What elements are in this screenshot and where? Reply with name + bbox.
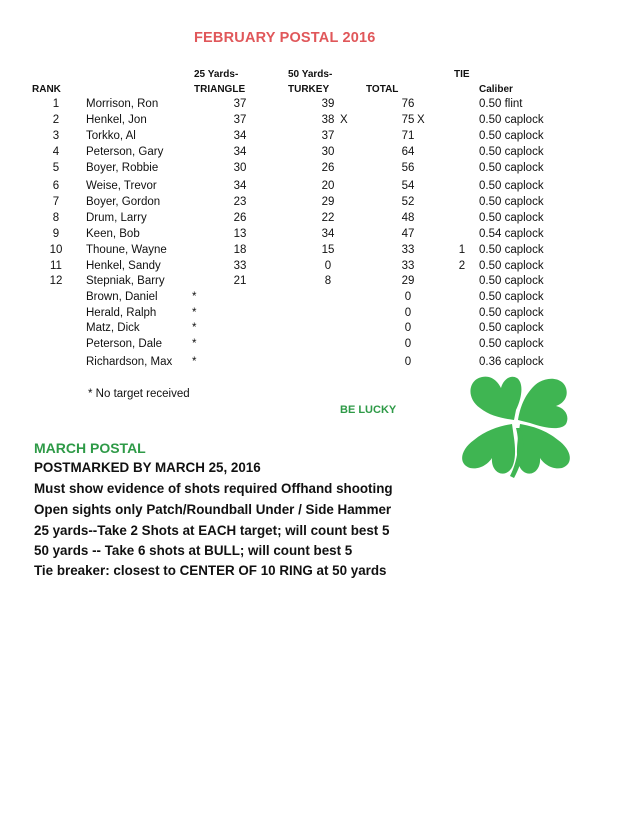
caliber-cell: 0.50 flint (479, 98, 523, 110)
caliber-cell: 0.36 caplock (479, 356, 544, 368)
name-cell: Weise, Trevor (86, 180, 157, 192)
table-row (0, 291, 638, 307)
table-row (0, 338, 638, 354)
caliber-cell: 0.50 caplock (479, 322, 544, 334)
score-50-yards: 8 (324, 275, 332, 287)
four-leaf-clover-icon (446, 368, 586, 480)
header-50-yards: 50 Yards- (288, 69, 333, 80)
score-50-yards: 0 (324, 260, 332, 272)
march-postal-line: POSTMARKED BY MARCH 25, 2016 (34, 460, 261, 475)
total-cell: 54 (401, 180, 415, 192)
table-row (0, 196, 638, 212)
score-50-yards: 34 (321, 228, 335, 240)
march-postal-line: 25 yards--Take 2 Shots at EACH target; will count best 5 (34, 523, 390, 538)
no-target-mark: * (192, 307, 197, 319)
header-caliber: Caliber (479, 84, 513, 95)
score-25-yards: 13 (233, 228, 247, 240)
no-target-mark: * (192, 291, 197, 303)
score-50-yards: 38 (321, 114, 335, 126)
name-cell: Peterson, Dale (86, 338, 163, 350)
header-turkey: TURKEY (288, 84, 330, 95)
rank-cell: 5 (52, 162, 60, 174)
table-row (0, 275, 638, 291)
page-title: FEBRUARY POSTAL 2016 (194, 30, 376, 46)
march-postal-line: Open sights only Patch/Roundball Under / Side Hammer (34, 502, 392, 517)
header-triangle: TRIANGLE (194, 84, 246, 95)
name-cell: Herald, Ralph (86, 307, 157, 319)
rank-cell: 9 (52, 228, 60, 240)
score-25-yards: 34 (233, 130, 247, 142)
name-cell: Boyer, Gordon (86, 196, 161, 208)
score-50-yards: 37 (321, 130, 335, 142)
caliber-cell: 0.50 caplock (479, 212, 544, 224)
name-cell: Stepniak, Barry (86, 275, 165, 287)
name-cell: Keen, Bob (86, 228, 140, 240)
caliber-cell: 0.50 caplock (479, 244, 544, 256)
total-cell: 0 (404, 291, 412, 303)
score-25-yards: 21 (233, 275, 247, 287)
header-tie: TIE (454, 69, 470, 80)
name-cell: Boyer, Robbie (86, 162, 159, 174)
caliber-cell: 0.50 caplock (479, 291, 544, 303)
table-row (0, 130, 638, 146)
name-cell: Henkel, Sandy (86, 260, 161, 272)
rank-cell: 12 (49, 275, 63, 287)
total-cell: 0 (404, 338, 412, 350)
caliber-cell: 0.50 caplock (479, 114, 544, 126)
caliber-cell: 0.50 caplock (479, 162, 544, 174)
caliber-cell: 0.50 caplock (479, 180, 544, 192)
score-25-yards: 18 (233, 244, 247, 256)
table-row (0, 260, 638, 276)
caliber-cell: 0.50 caplock (479, 260, 544, 272)
name-cell: Peterson, Gary (86, 146, 164, 158)
score-25-yards: 37 (233, 114, 247, 126)
x-mark-50-yards: X (340, 114, 348, 126)
table-row (0, 114, 638, 130)
caliber-cell: 0.54 caplock (479, 228, 544, 240)
header-rank: RANK (32, 84, 61, 95)
caliber-cell: 0.50 caplock (479, 146, 544, 158)
total-cell: 64 (401, 146, 415, 158)
x-mark-total: X (417, 114, 425, 126)
march-postal-line: Must show evidence of shots required Offhand shooting (34, 481, 393, 496)
table-row (0, 98, 638, 114)
table-row (0, 228, 638, 244)
score-25-yards: 23 (233, 196, 247, 208)
total-cell: 29 (401, 275, 415, 287)
score-50-yards: 22 (321, 212, 335, 224)
rank-cell: 7 (52, 196, 60, 208)
name-cell: Thoune, Wayne (86, 244, 167, 256)
rank-cell: 6 (52, 180, 60, 192)
no-target-note: * No target received (88, 388, 190, 400)
rank-cell: 3 (52, 130, 60, 142)
rank-cell: 10 (49, 244, 63, 256)
name-cell: Morrison, Ron (86, 98, 159, 110)
name-cell: Richardson, Max (86, 356, 173, 368)
no-target-mark: * (192, 356, 197, 368)
total-cell: 47 (401, 228, 415, 240)
name-cell: Brown, Daniel (86, 291, 158, 303)
score-25-yards: 34 (233, 146, 247, 158)
march-postal-line: Tie breaker: closest to CENTER OF 10 RING at 50 yards (34, 563, 387, 578)
total-cell: 0 (404, 356, 412, 368)
score-25-yards: 30 (233, 162, 247, 174)
march-postal-line: 50 yards -- Take 6 shots at BULL; will count best 5 (34, 543, 353, 558)
score-50-yards: 30 (321, 146, 335, 158)
march-postal-title: MARCH POSTAL (34, 440, 146, 456)
score-50-yards: 15 (321, 244, 335, 256)
header-25-yards: 25 Yards- (194, 69, 239, 80)
total-cell: 76 (401, 98, 415, 110)
no-target-mark: * (192, 322, 197, 334)
total-cell: 56 (401, 162, 415, 174)
name-cell: Matz, Dick (86, 322, 140, 334)
total-cell: 71 (401, 130, 415, 142)
score-25-yards: 37 (233, 98, 247, 110)
total-cell: 33 (401, 260, 415, 272)
caliber-cell: 0.50 caplock (479, 130, 544, 142)
be-lucky-text: BE LUCKY (340, 404, 397, 416)
score-25-yards: 33 (233, 260, 247, 272)
total-cell: 0 (404, 307, 412, 319)
total-cell: 0 (404, 322, 412, 334)
table-row (0, 146, 638, 162)
caliber-cell: 0.50 caplock (479, 307, 544, 319)
table-row (0, 307, 638, 323)
rank-cell: 4 (52, 146, 60, 158)
table-row (0, 244, 638, 260)
score-50-yards: 26 (321, 162, 335, 174)
name-cell: Drum, Larry (86, 212, 147, 224)
table-row (0, 212, 638, 228)
name-cell: Torkko, Al (86, 130, 136, 142)
table-row (0, 322, 638, 338)
total-cell: 52 (401, 196, 415, 208)
total-cell: 48 (401, 212, 415, 224)
caliber-cell: 0.50 caplock (479, 338, 544, 350)
total-cell: 33 (401, 244, 415, 256)
header-total: TOTAL (366, 84, 399, 95)
rank-cell: 8 (52, 212, 60, 224)
score-50-yards: 20 (321, 180, 335, 192)
caliber-cell: 0.50 caplock (479, 275, 544, 287)
score-50-yards: 39 (321, 98, 335, 110)
score-25-yards: 34 (233, 180, 247, 192)
tie-cell: 1 (458, 244, 466, 256)
caliber-cell: 0.50 caplock (479, 196, 544, 208)
rank-cell: 11 (50, 260, 62, 272)
no-target-mark: * (192, 338, 197, 350)
table-row (0, 180, 638, 196)
rank-cell: 1 (52, 98, 60, 110)
score-25-yards: 26 (233, 212, 247, 224)
table-row (0, 162, 638, 178)
rank-cell: 2 (52, 114, 60, 126)
total-cell: 75 (401, 114, 415, 126)
score-50-yards: 29 (321, 196, 335, 208)
tie-cell: 2 (458, 260, 466, 272)
name-cell: Henkel, Jon (86, 114, 147, 126)
